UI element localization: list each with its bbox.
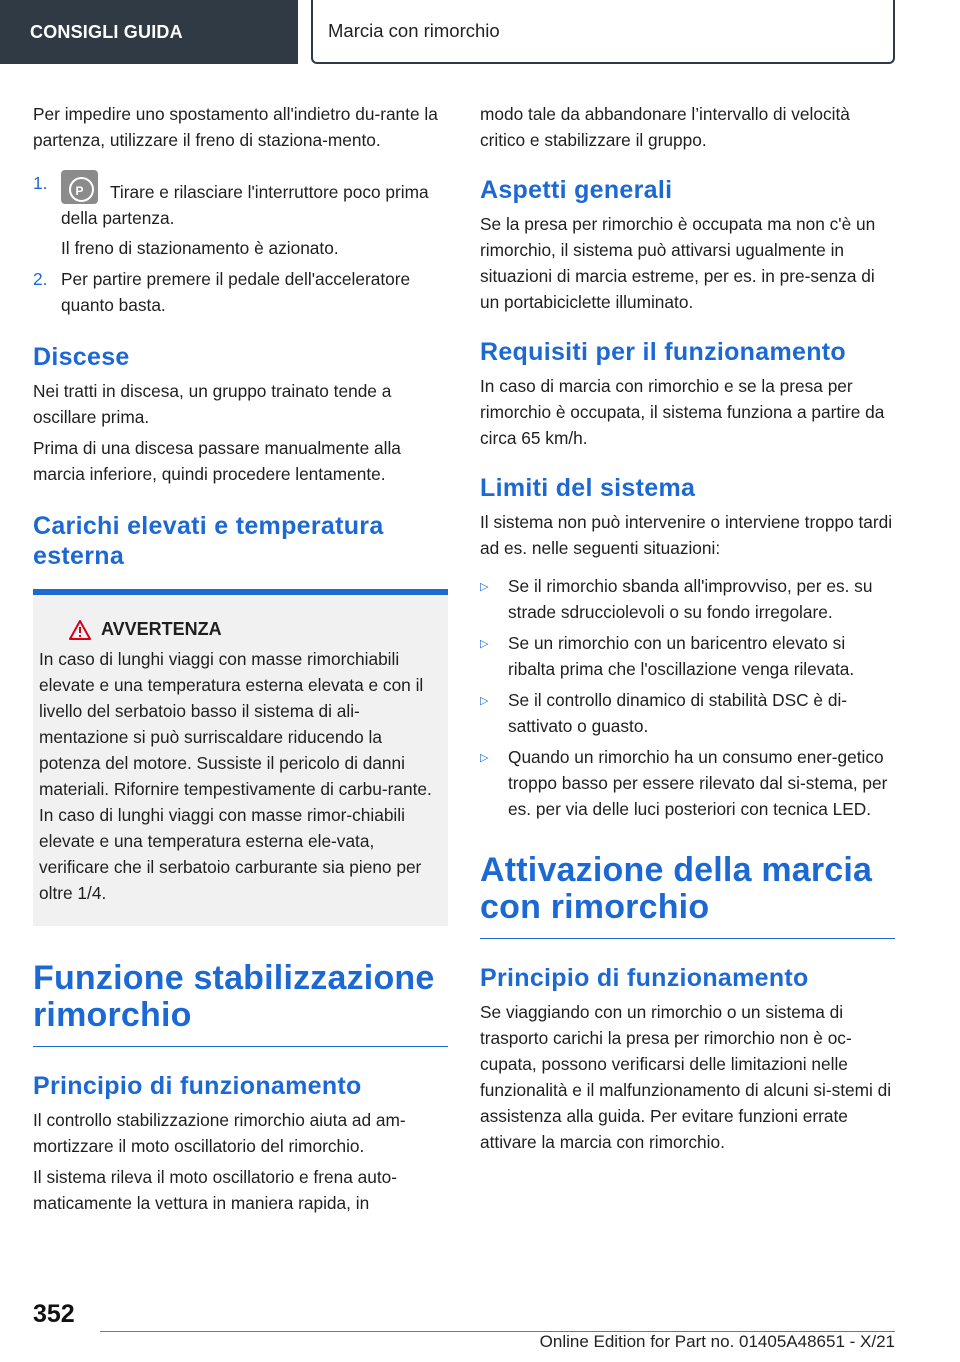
chapter-tab: [0, 0, 298, 64]
right-column: [480, 101, 895, 1160]
continued-paragraph: modo tale da abbandonare l’intervallo di velocità critico e stabilizzare il gruppo.: [480, 104, 850, 150]
list-item: [480, 744, 895, 822]
parking-brake-icon: [61, 170, 98, 204]
heading-funzione: Funzione stabilizzazione rimorchio: [33, 959, 435, 1034]
intro-paragraph: Per impedire uno spostamento all'indietro du-rante la partenza, utilizzare il freno di staziona-mento.: [33, 104, 438, 150]
warning-heading: [39, 619, 442, 640]
step-text: Tirare e rilasciare l'interruttore poco prima della partenza.: [61, 182, 429, 228]
heading-limiti: Limiti del sistema: [480, 474, 696, 502]
step-result: Il freno di stazionamento è azionato.: [61, 238, 339, 258]
chapter-title: CONSIGLI GUIDA: [30, 21, 183, 42]
step-item: [33, 170, 448, 231]
list-item-text: Quando un rimorchio ha un consumo ener-getico troppo basso per essere rilevato dal si-stema, per es. per via delle luci posteriori con tecnica LED.: [508, 747, 888, 819]
triangle-bullet-icon: ▷: [480, 752, 489, 764]
principio-paragraph-2: Il sistema rileva il moto oscillatorio e frena auto-maticamente la vettura in maniera rapida, in: [33, 1167, 398, 1213]
discese-paragraph-1: Nei tratti in discesa, un gruppo trainato tende a oscillare prima.: [33, 381, 392, 427]
heading-discese: Discese: [33, 343, 130, 371]
requisiti-paragraph: In caso di marcia con rimorchio e se la presa per rimorchio è occupata, il sistema funziona a partire da circa 65 km/h.: [480, 376, 885, 448]
principio-paragraph-1: Il controllo stabilizzazione rimorchio aiuta ad am-mortizzare il moto oscillatorio del rimorchio.: [33, 1110, 406, 1156]
section-divider: [480, 938, 895, 939]
list-item-text: Se un rimorchio con un baricentro elevato si ribalta prima che l'oscillazione venga rilevata.: [508, 633, 855, 679]
triangle-bullet-icon: ▷: [480, 638, 489, 650]
warning-triangle-icon: [69, 620, 91, 640]
warning-text: In caso di lunghi viaggi con masse rimorchiabili elevate e una temperatura esterna elevata e con il livello del serbatoio basso il sistema di ali-mentazione si può surriscaldare riducendo la potenza del motore. Sussiste il pericolo di danni materiali. Rifornire tempestivamente di carbu-rante. In caso di lunghi viaggi con masse rimor-chiabili elevate e una temperatura esterna ele-vata, verificare che il serbatoio carburante sia pieno per oltre 1/4.: [39, 649, 432, 903]
discese-paragraph-2: Prima di una discesa passare manualmente alla marcia inferiore, quindi procedere lentamente.: [33, 438, 401, 484]
heading-attivazione: Attivazione della marcia con rimorchio: [480, 851, 873, 926]
step-number: 2.: [33, 269, 48, 289]
heading-requisiti: Requisiti per il funzionamento: [480, 338, 846, 366]
list-item: [480, 573, 895, 625]
attivazione-paragraph: Se viaggiando con un rimorchio o un sistema di trasporto carichi la presa per rimorchio non è oc-cupata, possono verificarsi delle limitazioni nelle funzionalità e il malfunzionamento di alcuni si-stemi di assistenza alla guida. Per evitare funzioni errate attivare la marcia con rimorchio.: [480, 1002, 892, 1152]
steps-list: [33, 170, 448, 318]
list-item: [480, 630, 895, 682]
page-number: 352: [33, 1300, 75, 1328]
warning-box: [33, 589, 448, 926]
step-number: 1.: [33, 173, 48, 193]
warning-title: AVVERTENZA: [101, 619, 222, 639]
list-item-text: Se il controllo dinamico di stabilità DSC è di-sattivato o guasto.: [508, 690, 848, 736]
list-item-text: Se il rimorchio sbanda all'improvviso, per es. su strade sdrucciolevoli o su fondo irregolare.: [508, 576, 873, 622]
heading-aspetti: Aspetti generali: [480, 176, 673, 204]
heading-carichi: Carichi elevati e temperatura esterna: [33, 512, 384, 570]
section-divider: [33, 1046, 448, 1047]
section-header: [311, 0, 895, 64]
triangle-bullet-icon: ▷: [480, 581, 489, 593]
triangle-bullet-icon: ▷: [480, 695, 489, 707]
step-text: Per partire premere il pedale dell'acceleratore quanto basta.: [61, 269, 411, 315]
list-item: [480, 687, 895, 739]
heading-principio-2: Principio di funzionamento: [480, 964, 809, 992]
limiti-list: [480, 573, 895, 822]
section-title: Marcia con rimorchio: [328, 20, 500, 41]
step-item: [33, 266, 448, 318]
left-column: [33, 101, 448, 1221]
heading-principio: Principio di funzionamento: [33, 1072, 362, 1100]
footer-edition: Online Edition for Part no. 01405A48651 - X/21: [539, 1332, 895, 1351]
aspetti-paragraph: Se la presa per rimorchio è occupata ma non c'è un rimorchio, il sistema può attivarsi ugualmente in situazioni di marcia estreme, per es. in pre-senza di un portabiciclette illuminato.: [480, 214, 876, 312]
limiti-paragraph: Il sistema non può intervenire o interviene troppo tardi ad es. nelle seguenti situazioni:: [480, 512, 893, 558]
